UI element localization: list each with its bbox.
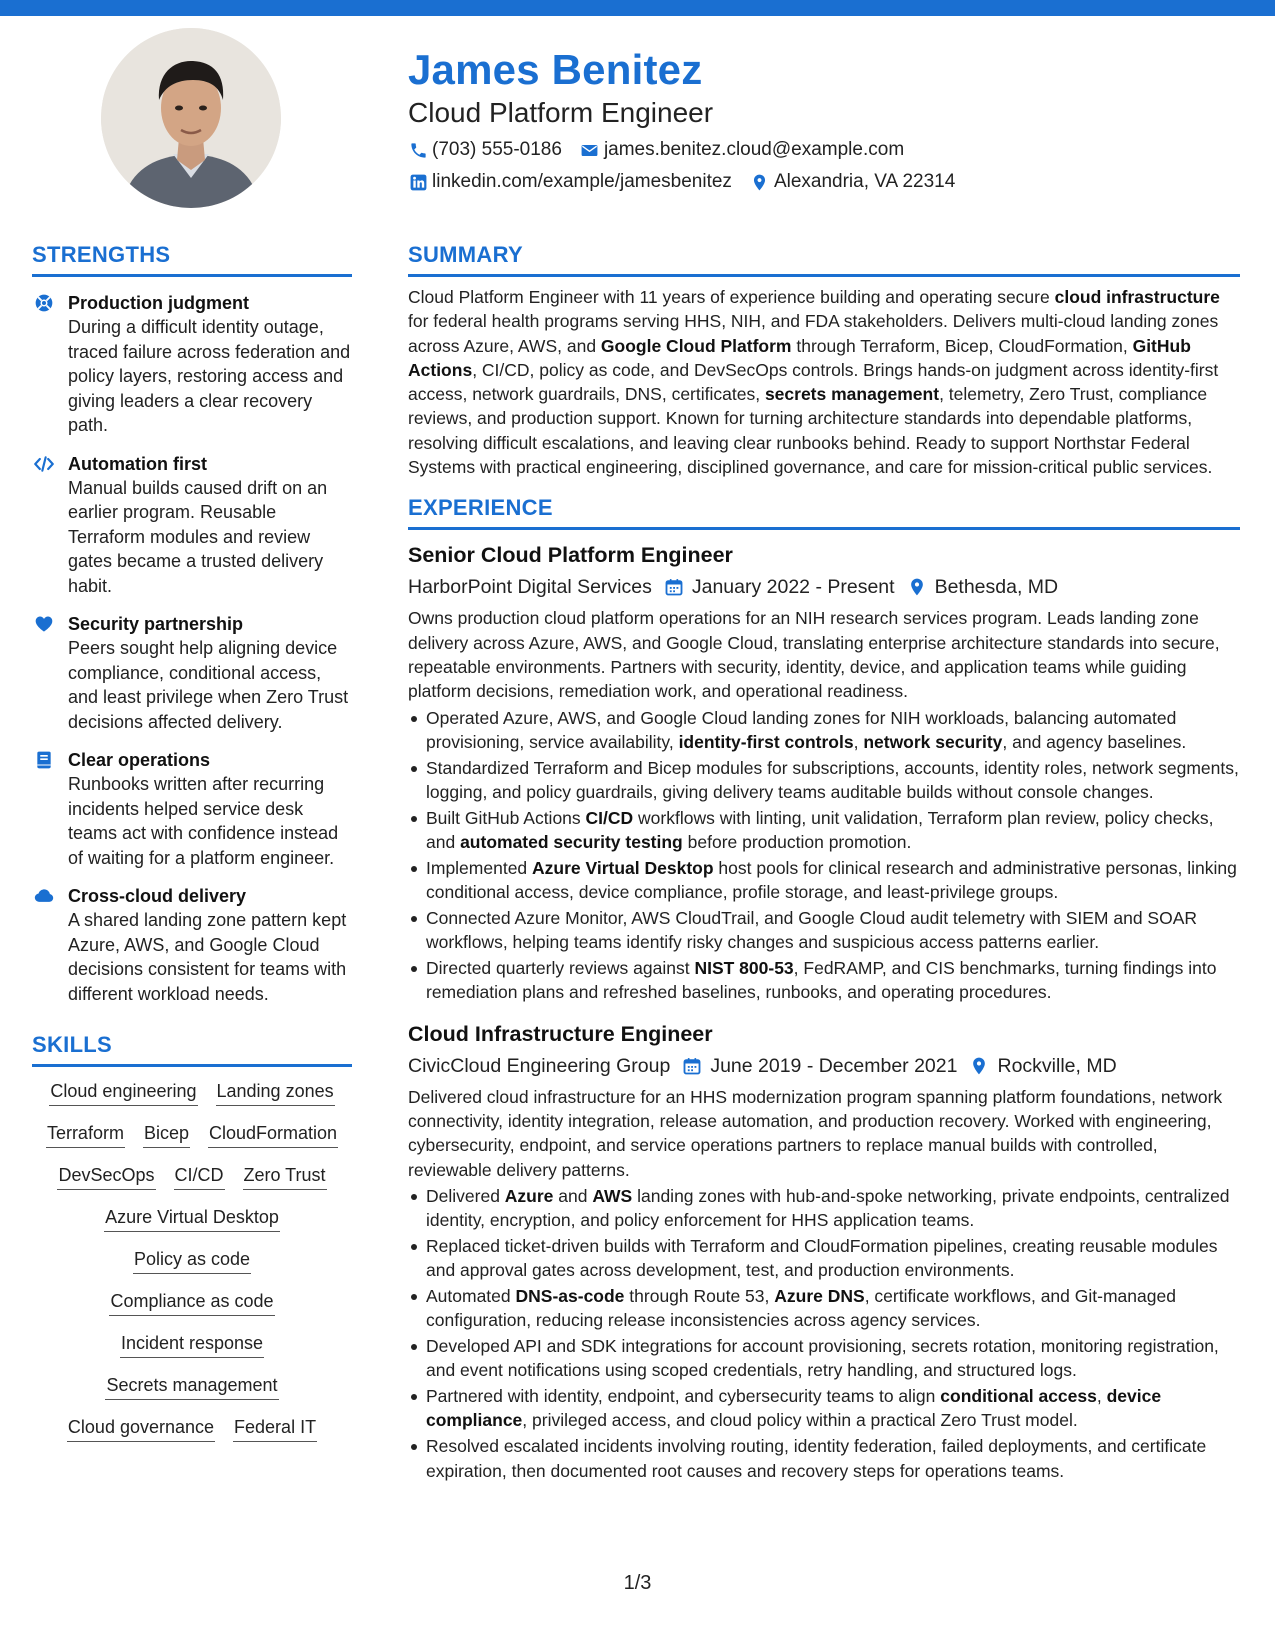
job-title: Senior Cloud Platform Engineer (408, 543, 733, 568)
job-company: CivicCloud Engineering Group (408, 1054, 671, 1077)
experience-rule (408, 527, 1240, 530)
email-text[interactable]: james.benitez.cloud@example.com (603, 139, 905, 160)
linkedin-contact[interactable] (408, 171, 732, 193)
skill-tag: DevSecOps (57, 1163, 155, 1190)
linkedin-icon (408, 172, 428, 192)
strength-title: Security partnership (68, 614, 244, 634)
skills-rule (32, 1064, 352, 1067)
strength-title: Automation first (68, 453, 207, 474)
job-title: Cloud Infrastructure Engineer (408, 1021, 713, 1046)
heart-icon (32, 612, 68, 734)
skill-tag: Cloud governance (67, 1415, 215, 1442)
strength-item (32, 452, 352, 599)
calendar-icon (682, 1056, 702, 1076)
skill-row (124, 1247, 260, 1274)
contact-row-2 (408, 170, 1238, 194)
map-pin-icon (969, 1056, 989, 1076)
skill-row (111, 1331, 273, 1358)
envelope-icon (580, 140, 600, 160)
skill-tag: Zero Trust (243, 1163, 327, 1190)
location-contact (750, 171, 955, 193)
strength-item (32, 612, 352, 734)
skill-tag: CloudFormation (208, 1121, 338, 1148)
strength-item (32, 748, 352, 870)
summary-text: Cloud Platform Engineer with 11 years of experience building and operating secure cloud infrastructure for federal health programs serving HHS, NIH, and FDA stakeholders. Delivers multi-cloud landing zones across Azure, AWS, and Google Cloud Platform through Terraform, Bicep, CloudFormation, GitHub Actions, CI/CD, policy as code, and DevSecOps controls. Brings hands-on judgment across identity-first access, network guardrails, DNS, certificates, secrets management, telemetry, Zero Trust, compliance reviews, and production support. Known for turning architecture standards into dependable platforms, resolving difficult escalations, and leaving clear runbooks behind. Ready to support Northstar Federal Systems with practical engineering, disciplined governance, and care for mission-critical public services. (408, 287, 1220, 478)
skills-list (32, 1079, 352, 1457)
skill-row (40, 1079, 343, 1106)
job-dates: June 2019 - December 2021 (682, 1051, 957, 1081)
strength-item (32, 884, 352, 1006)
bullet-item: Implemented Azure Virtual Desktop host pools for clinical research and administrative personas, linking conditional access, device compliance, profile storage, and least-privilege groups. (408, 856, 1240, 905)
bullet-item: Partnered with identity, endpoint, and cybersecurity teams to align conditional access, device compliance, privileged access, and cloud policy within a practical Zero Trust model. (408, 1384, 1240, 1433)
email-contact[interactable] (580, 139, 904, 161)
left-column (32, 240, 352, 1457)
bullet-item: Resolved escalated incidents involving routing, identity federation, failed deployments, and certificate expiration, then documented root causes and recovery steps for operations teams. (408, 1434, 1240, 1483)
skill-tag: Incident response (120, 1331, 264, 1358)
candidate-role: Cloud Platform Engineer (408, 97, 714, 128)
skill-tag: Bicep (143, 1121, 190, 1148)
strength-title: Production judgment (68, 293, 249, 313)
job-meta (408, 1051, 1240, 1081)
bullet-item: Operated Azure, AWS, and Google Cloud landing zones for NIH workloads, balancing automated provisioning, service availability, identity-first controls, network security, and agency baselines. (408, 706, 1240, 755)
resume-header (408, 44, 1238, 194)
strength-desc: Peers sought help aligning device compliance, conditional access, and least privilege when Zero Trust decisions affected delivery. (68, 638, 349, 732)
bullet-item: Standardized Terraform and Bicep modules for subscriptions, accounts, identity roles, network segments, logging, and policy guardrails, giving delivery teams auditable builds without console changes. (408, 756, 1240, 805)
strength-item (32, 291, 352, 438)
cloud-icon (32, 884, 68, 1006)
skill-tag: Cloud engineering (49, 1079, 197, 1106)
job-description: Owns production cloud platform operations for an NIH research services program. Leads landing zone delivery across Azure, AWS, and Google Cloud, translating enterprise architecture standards into secure, repeatable environments. Partners with security, identity, device, and application teams while guiding platform decisions, remediation work, and operational readiness. (408, 608, 1220, 702)
contact-row-1 (408, 138, 1238, 162)
job-bullets (408, 706, 1240, 1005)
job-bullets (408, 1184, 1240, 1483)
skill-tag: CI/CD (174, 1163, 225, 1190)
right-column (408, 240, 1240, 1484)
skill-row (37, 1121, 347, 1148)
bullet-item: Developed API and SDK integrations for account provisioning, secrets rotation, monitoring registration, and event notifications using scoped credentials, retry handling, and structured logs. (408, 1334, 1240, 1383)
avatar (101, 28, 281, 208)
code-icon (32, 452, 68, 599)
page-number: 1/3 (623, 1572, 652, 1594)
linkedin-text[interactable]: linkedin.com/example/jamesbenitez (432, 171, 732, 192)
skill-tag: Terraform (46, 1121, 125, 1148)
location-text: Alexandria, VA 22314 (773, 171, 956, 192)
skill-tag: Landing zones (216, 1079, 335, 1106)
strengths-heading: STRENGTHS (32, 242, 171, 267)
job-location: Bethesda, MD (907, 572, 1059, 602)
bullet-item: Connected Azure Monitor, AWS CloudTrail, and Google Cloud audit telemetry with SIEM and SOAR workflows, helping teams identify risky changes and suspicious access patterns earlier. (408, 906, 1240, 955)
job-description: Delivered cloud infrastructure for an HHS modernization program spanning platform foundations, network connectivity, identity integration, release automation, and production recovery. Worked with engineering, cybersecurity, endpoint, and service operations partners to replace manual builds with controlled, reviewable delivery patterns. (408, 1086, 1223, 1180)
skill-row (48, 1163, 335, 1190)
phone-text: (703) 555-0186 (432, 139, 562, 160)
job-dates: January 2022 - Present (664, 572, 895, 602)
job-meta (408, 572, 1240, 602)
bullet-item: Replaced ticket-driven builds with Terraform and CloudFormation pipelines, creating reusable modules and approval gates across development, test, and production environments. (408, 1234, 1240, 1283)
candidate-name: James Benitez (408, 46, 703, 93)
strength-desc: A shared landing zone pattern kept Azure, AWS, and Google Cloud decisions consistent for teams with different workload needs. (68, 910, 347, 1004)
skill-tag: Federal IT (233, 1415, 317, 1442)
skills-heading: SKILLS (32, 1032, 113, 1057)
skill-row (100, 1289, 283, 1316)
strength-title: Cross-cloud delivery (68, 886, 247, 906)
strength-desc: Manual builds caused drift on an earlier program. Reusable Terraform modules and review gates became a trusted delivery habit. (68, 477, 328, 596)
skill-row (96, 1373, 287, 1400)
experience-heading: EXPERIENCE (408, 495, 553, 521)
job-entry (408, 540, 1240, 1004)
skill-tag: Compliance as code (109, 1289, 274, 1316)
phone-contact (408, 139, 562, 161)
bullet-item: Directed quarterly reviews against NIST 800-53, FedRAMP, and CIS benchmarks, turning findings into remediation plans and refreshed baselines, runbooks, and operating procedures. (408, 956, 1240, 1005)
job-location: Rockville, MD (969, 1051, 1116, 1081)
summary-rule (408, 274, 1240, 277)
strength-desc: During a difficult identity outage, traced failure across federation and policy layers, restoring access and giving leaders a clear recovery path. (68, 317, 351, 435)
strength-title: Clear operations (68, 750, 211, 770)
top-accent-bar (0, 0, 1275, 16)
book-icon (32, 748, 68, 870)
job-entry (408, 1019, 1240, 1483)
skill-tag: Policy as code (133, 1247, 251, 1274)
map-pin-icon (750, 172, 770, 192)
profile-photo (101, 28, 281, 208)
bullet-item: Delivered Azure and AWS landing zones with hub-and-spoke networking, private endpoints, centralized identity, encryption, and policy enforcement for HHS application teams. (408, 1184, 1240, 1233)
skill-row (58, 1415, 326, 1442)
strength-desc: Runbooks written after recurring incidents helped service desk teams act with confidence instead of waiting for a platform engineer. (68, 774, 339, 868)
job-company: HarborPoint Digital Services (408, 576, 652, 599)
strengths-rule (32, 274, 352, 277)
skill-row (95, 1205, 289, 1232)
skill-tag: Azure Virtual Desktop (104, 1205, 280, 1232)
skill-tag: Secrets management (105, 1373, 278, 1400)
bullet-item: Automated DNS-as-code through Route 53, Azure DNS, certificate workflows, and Git-managed configuration, reducing release inconsistencies across agency services. (408, 1284, 1240, 1333)
lifebuoy-icon (32, 291, 68, 438)
map-pin-icon (907, 577, 927, 597)
bullet-item: Built GitHub Actions CI/CD workflows with linting, unit validation, Terraform plan review, policy checks, and automated security testing before production promotion. (408, 806, 1240, 855)
experience-list (408, 540, 1240, 1483)
calendar-icon (664, 577, 684, 597)
summary-heading: SUMMARY (408, 242, 523, 267)
phone-icon (408, 140, 428, 160)
